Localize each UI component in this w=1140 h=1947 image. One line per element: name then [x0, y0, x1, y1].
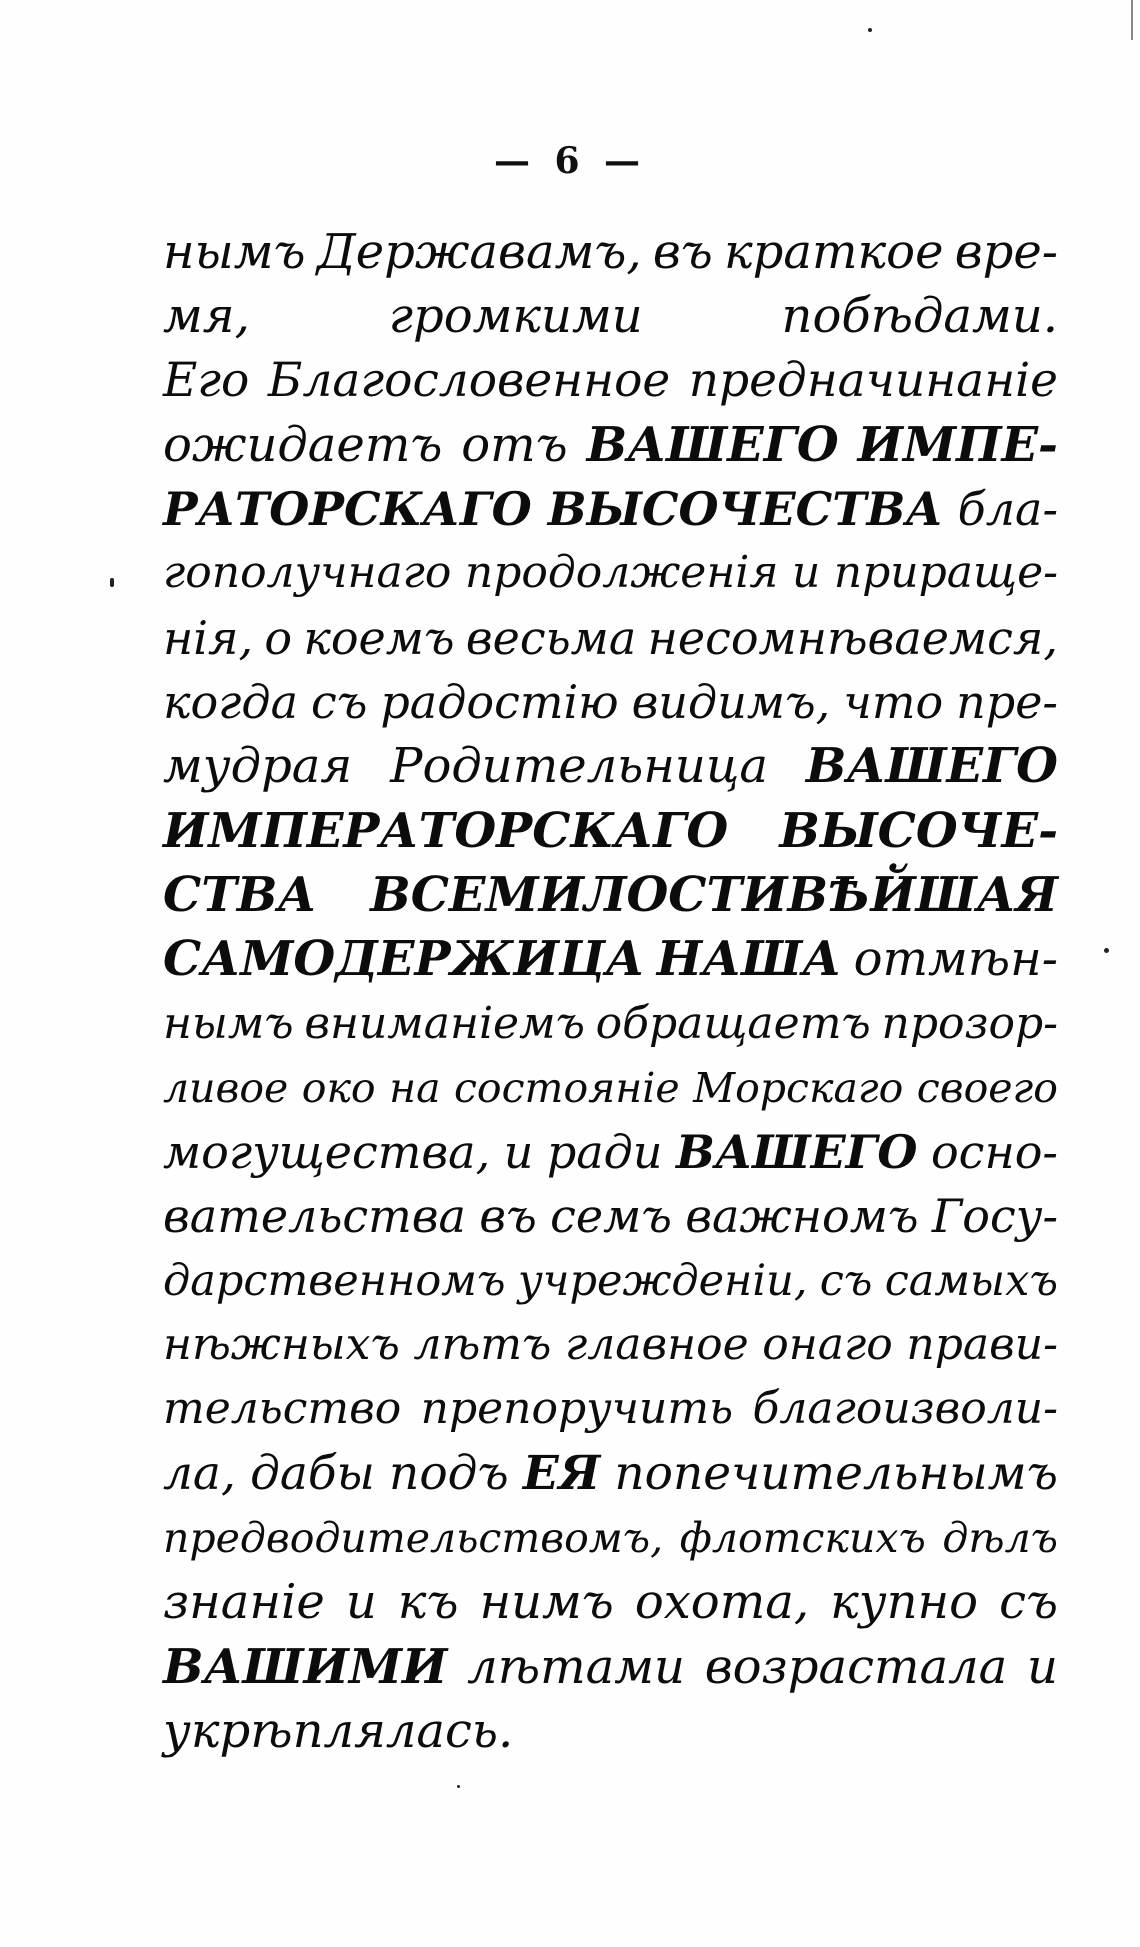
- word: осно-: [930, 1125, 1058, 1180]
- text-line: [163, 799, 1058, 863]
- text-line: [163, 1699, 1058, 1763]
- word: радостію: [380, 675, 619, 730]
- word: важномъ: [685, 1189, 919, 1244]
- word: громкими: [388, 288, 643, 345]
- text-line: [163, 1570, 1058, 1634]
- word: лѣтами: [467, 1638, 685, 1695]
- word: укрѣплялась.: [163, 1702, 514, 1759]
- word: главное: [565, 1319, 749, 1371]
- word: ВАШЕГО: [805, 738, 1058, 795]
- word: Морскаго: [693, 1063, 904, 1112]
- word: прави-: [906, 1319, 1058, 1371]
- word: флотскихъ: [679, 1513, 926, 1562]
- word: СТВА: [163, 866, 317, 923]
- word: тельство: [163, 1383, 402, 1435]
- word: предводительствомъ,: [163, 1513, 664, 1562]
- word: подъ: [389, 1445, 509, 1501]
- text-line: [163, 670, 1058, 734]
- text-line: [163, 1442, 1058, 1506]
- text-line: [163, 1506, 1058, 1570]
- word: нѣжныхъ: [163, 1319, 400, 1371]
- word: онаго: [762, 1319, 893, 1371]
- word: нымъ: [163, 224, 306, 280]
- text-line: [163, 477, 1058, 541]
- word: РАТОРСКАГО ВЫСОЧЕСТВА: [163, 482, 943, 537]
- word: коемъ: [303, 610, 455, 665]
- word: лѣтъ: [413, 1319, 552, 1371]
- text-line: [163, 927, 1058, 991]
- text-line: [163, 992, 1058, 1056]
- word: въ: [479, 1189, 537, 1244]
- word: купно: [830, 1574, 979, 1631]
- text-line: [163, 1184, 1058, 1248]
- word: на: [389, 1063, 441, 1112]
- word: око: [301, 1063, 376, 1112]
- word: знаніе: [163, 1574, 325, 1631]
- word: мудрая: [163, 738, 353, 795]
- word: семъ: [550, 1189, 672, 1244]
- page-number: — 6 —: [493, 140, 647, 182]
- word: ВАШЕГО: [586, 416, 839, 473]
- word: дарственномъ: [163, 1255, 506, 1306]
- word: вниманіемъ: [304, 997, 585, 1049]
- word: мя,: [163, 288, 250, 345]
- text-line: [163, 1120, 1058, 1184]
- word: обращаетъ: [595, 997, 871, 1049]
- word: что: [843, 675, 944, 730]
- word: ИМПЕРАТОРСКАГО: [163, 802, 729, 859]
- word: весьма: [465, 610, 637, 665]
- word: САМОДЕРЖИЦА: [163, 931, 645, 988]
- word: отъ: [461, 416, 568, 473]
- word: въ: [652, 224, 713, 280]
- word: ливое: [163, 1063, 289, 1112]
- word: учрежденіи,: [517, 1255, 808, 1306]
- word: ВЫСОЧЕ-: [779, 802, 1058, 859]
- word: нимъ: [479, 1574, 614, 1631]
- word: препоручить: [420, 1383, 734, 1435]
- word: ла,: [163, 1445, 236, 1501]
- word: и: [1027, 1638, 1058, 1695]
- text-line: [163, 734, 1058, 798]
- text-line: [163, 1313, 1058, 1377]
- text-line: [163, 284, 1058, 348]
- word: когда: [163, 675, 298, 730]
- word: видимъ,: [631, 675, 831, 730]
- word: Державамъ,: [316, 224, 642, 280]
- word: и: [503, 1125, 534, 1180]
- word: ожидаетъ: [163, 416, 443, 473]
- word: нія,: [163, 610, 254, 665]
- word: попечительнымъ: [614, 1445, 1058, 1501]
- scan-speck: [868, 28, 872, 32]
- word: Родительница: [390, 738, 768, 795]
- word: побѣдами.: [781, 288, 1058, 345]
- word: и: [791, 547, 821, 599]
- word: своего: [916, 1063, 1058, 1112]
- word: ради: [546, 1125, 663, 1180]
- word: приращe-: [833, 547, 1058, 599]
- word: Благословенное: [267, 352, 671, 408]
- word: дѣлъ: [942, 1513, 1058, 1562]
- word: краткое: [723, 224, 944, 280]
- text-line: [163, 1056, 1058, 1120]
- text-line: [163, 541, 1058, 605]
- word: продолженія: [464, 547, 779, 599]
- word: Его: [163, 352, 250, 408]
- word: къ: [397, 1574, 459, 1631]
- word: самыхъ: [884, 1255, 1058, 1306]
- word: ВАШИМИ: [163, 1638, 448, 1695]
- text-line: [163, 349, 1058, 413]
- text-line: [163, 1249, 1058, 1313]
- word: съ: [310, 675, 368, 730]
- word: и: [345, 1574, 377, 1631]
- word: Госу-: [931, 1189, 1058, 1244]
- word: возрастала: [704, 1638, 1008, 1695]
- word: состояніе: [453, 1063, 680, 1112]
- text-line: [163, 413, 1058, 477]
- word: ВАШЕГО: [675, 1125, 918, 1180]
- word: могущества,: [163, 1125, 491, 1180]
- word: НАША: [656, 931, 842, 988]
- word: о: [264, 610, 293, 665]
- scan-speck: [1131, 0, 1133, 40]
- word: ИМПЕ-: [857, 416, 1058, 473]
- scan-speck: [457, 1785, 460, 1788]
- word: прозор-: [881, 997, 1058, 1049]
- word: ЕЯ: [522, 1445, 601, 1501]
- text-line: [163, 220, 1058, 284]
- word: охота,: [634, 1574, 810, 1631]
- word: съ: [999, 1574, 1058, 1631]
- word: несомнѣваемся,: [647, 610, 1058, 665]
- word: вательства: [163, 1189, 466, 1244]
- word: благоизволи-: [752, 1383, 1058, 1435]
- word: нымъ: [163, 997, 294, 1049]
- word: дабы: [250, 1445, 375, 1501]
- word: отмѣн-: [853, 931, 1058, 988]
- scan-speck: [110, 578, 114, 587]
- word: ВСЕМИЛОСТИВѢЙШАЯ: [370, 866, 1058, 923]
- text-line: [163, 606, 1058, 670]
- scan-speck: [1104, 948, 1109, 953]
- word: съ: [819, 1255, 873, 1306]
- body-text: [163, 220, 1058, 1763]
- text-line: [163, 1377, 1058, 1441]
- word: предначинаніе: [688, 352, 1058, 408]
- text-line: [163, 863, 1058, 927]
- text-line: [163, 1635, 1058, 1699]
- word: бла-: [957, 482, 1058, 537]
- word: вре-: [954, 224, 1058, 280]
- word: гополучнаго: [163, 547, 452, 599]
- word: пре-: [956, 675, 1058, 730]
